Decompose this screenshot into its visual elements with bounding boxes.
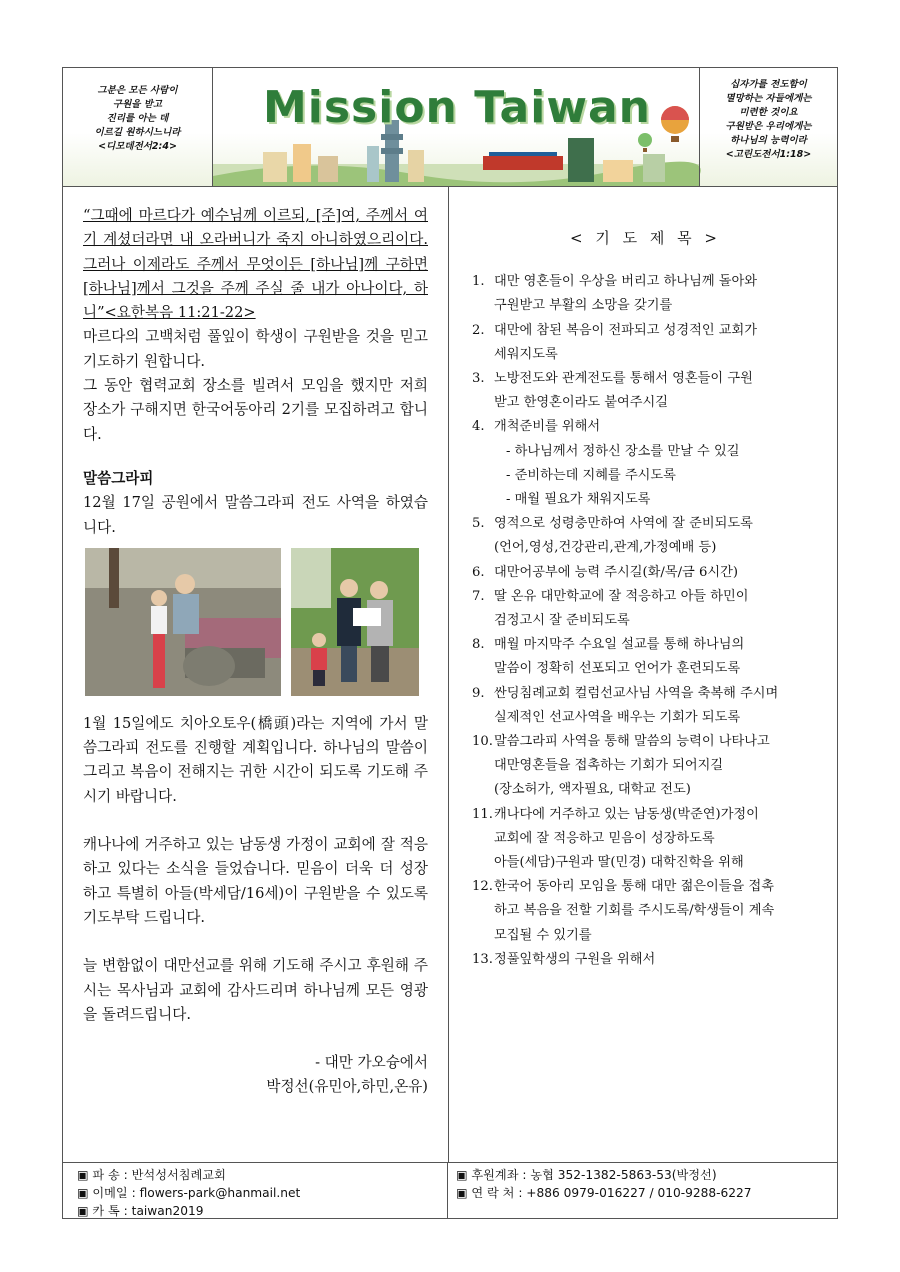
footer-left: [63, 1163, 448, 1219]
prayer-item: [468, 270, 823, 318]
prayer-item: [468, 415, 823, 512]
prayer-item-line: 받고 한영혼이라도 붙여주시길: [494, 395, 668, 411]
paragraph: 그 동안 협력교회 장소를 빌려서 모임을 했지만 저희 장소가 구해지면 한국어동아리 2기를 모집하려고 합니다.: [83, 377, 428, 443]
left-column: [83, 204, 428, 1100]
verse-left-line: <디모데전서2:4>: [98, 141, 177, 152]
prayer-item-line: 대만 영혼들이 우상을 버리고 하나님께 돌아와: [494, 274, 758, 290]
newsletter-frame: [62, 67, 838, 1219]
prayer-list: [468, 270, 823, 972]
paragraph: 캐나나에 거주하고 있는 남동생 가정이 교회에 잘 적응하고 있다는 소식을 들었습니다. 믿음이 더욱 더 성장하고 특별히 아들(박세담/16세)이 구원받을 수 있도록 기도부탁 드립니다.: [83, 836, 428, 926]
prayer-item-line: 매월 마지막주 수요일 설교를 통해 하나님의: [494, 637, 745, 653]
prayer-item-number: 4.: [472, 419, 485, 435]
prayer-item-number: 2.: [472, 322, 485, 338]
scripture-quote: “그때에 마르다가 예수님께 이르되, [주]여, 주께서 여기 계셨더라면 내 오라버니가 죽지 아니하였으리이다. 그러나 이제라도 주께서 무엇이든 [하나님]께 구하면 [하나님]께서 그것을 주께 주실 줄 내가 아나이다, 하니”<요한복음 11:21-22>: [83, 207, 428, 322]
prayer-item-number: 10.: [472, 734, 493, 750]
prayer-item-line: 대만에 참된 복음이 전파되고 성경적인 교회가: [494, 322, 758, 338]
prayer-item: [468, 803, 823, 876]
footer-sending-church: ▣ 파 송 : 반석성서침례교회: [77, 1168, 226, 1182]
prayer-item-line: 노방전도와 관계전도를 통해서 영혼들이 구원: [494, 371, 753, 387]
prayer-item-line: 구원받고 부활의 소망을 갖기를: [494, 298, 673, 314]
prayer-item-number: 9.: [472, 685, 485, 701]
paragraph: 늘 변함없이 대만선교를 위해 기도해 주시고 후원해 주시는 목사님과 교회에 감사드리며 하나님께 모든 영광을 돌려드립니다.: [83, 957, 428, 1023]
footer: [63, 1162, 837, 1219]
verse-right-line: 십자가를 전도함이: [730, 79, 807, 90]
prayer-item-line: (언어,영성,건강관리,관계,가정예배 등): [494, 540, 717, 556]
prayer-item-line: 영적으로 성령충만하여 사역에 잘 준비되도록: [494, 516, 753, 532]
prayer-item: [468, 875, 823, 948]
prayer-item-line: 한국어 동아리 모임을 통해 대만 젊은이들을 접촉: [494, 879, 774, 895]
prayer-item-line: - 준비하는데 지혜를 주시도록: [506, 467, 676, 483]
prayer-item-number: 11.: [472, 806, 493, 822]
prayer-item-number: 6.: [472, 564, 485, 580]
prayer-item-line: 실제적인 선교사역을 배우는 기회가 되도록: [494, 709, 741, 725]
prayer-item-number: 3.: [472, 371, 485, 387]
prayer-item: [468, 319, 823, 367]
prayer-item: [468, 367, 823, 415]
verse-left-line: 그분은 모든 사람이: [97, 85, 178, 96]
prayer-item-line: 딸 온유 대만학교에 잘 적응하고 아들 하민이: [494, 588, 749, 604]
photo-row: [83, 548, 428, 696]
paragraph: 12월 17일 공원에서 말씀그라피 전도 사역을 하였습니다.: [83, 494, 428, 536]
section-title: 말씀그라피: [83, 469, 154, 487]
footer-bank-account: ▣ 후원계좌 : 농협 352-1382-5863-53(박정선): [456, 1168, 717, 1182]
prayer-item-number: 12.: [472, 879, 493, 895]
prayer-item-line: 교회에 잘 적응하고 믿음이 성장하도록: [494, 830, 715, 846]
prayer-item: [468, 730, 823, 803]
footer-right: [448, 1163, 837, 1202]
footer-email: ▣ 이메일 : flowers-park@hanmail.net: [77, 1186, 301, 1200]
footer-contact: ▣ 연 락 처 : +886 0979-016227 / 010-9288-6227: [456, 1186, 752, 1200]
verse-right-line: <고린도전서1:18>: [725, 149, 812, 160]
family-photo-with-sign: [291, 548, 419, 696]
signature-name: 박정선(유민아,하민,온유): [266, 1078, 428, 1096]
verse-right-line: 멸망하는 자들에게는: [725, 93, 812, 104]
prayer-item-line: (장소허가, 액자필요, 대학교 전도): [494, 782, 691, 798]
prayer-item: [468, 682, 823, 730]
prayer-item-line: 모집될 수 있기를: [494, 927, 592, 943]
verse-left-line: 진리를 아는 데: [106, 113, 169, 124]
prayer-item-line: - 하나님께서 정하신 장소를 만날 수 있길: [506, 443, 740, 459]
prayer-item-line: 대만어공부에 능력 주시길(화/목/금 6시간): [494, 564, 738, 580]
prayer-item-number: 7.: [472, 588, 485, 604]
signature-location: - 대만 가오슝에서: [315, 1054, 428, 1072]
prayer-item: [468, 512, 823, 560]
prayer-item-number: 5.: [472, 516, 485, 532]
prayer-item-line: 개척준비를 위해서: [494, 419, 601, 435]
prayer-item-line: 아들(세담)구원과 딸(민경) 대학진학을 위해: [494, 855, 744, 871]
prayer-item: [468, 948, 823, 972]
prayer-list-title: < 기 도 제 목 >: [570, 229, 721, 247]
newsletter-title: Mission Taiwan: [263, 82, 651, 133]
verse-right-line: 하나님의 능력이라: [730, 135, 807, 146]
prayer-item-number: 1.: [472, 274, 485, 290]
prayer-item-line: 세워지도록: [494, 346, 558, 362]
prayer-item-line: 캐나다에 거주하고 있는 남동생(박준연)가정이: [494, 806, 759, 822]
park-evangelism-photo: [85, 548, 281, 696]
prayer-item-line: 하고 복음을 전할 기회를 주시도록/학생들이 계속: [494, 903, 775, 919]
verse-left-line: 이르길 원하시느니라: [94, 127, 181, 138]
prayer-item-line: 정풀잎학생의 구원을 위해서: [494, 951, 656, 967]
footer-kakaotalk: ▣ 카 톡 : taiwan2019: [77, 1204, 204, 1218]
verse-right-line: 구원받은 우리에게는: [725, 121, 812, 132]
hot-air-balloon-icon: [635, 104, 695, 164]
prayer-item-line: - 매월 필요가 채워지도록: [506, 492, 651, 508]
prayer-item-line: 검정고시 잘 준비되도록: [494, 613, 630, 629]
paragraph: 마르다의 고백처럼 풀잎이 학생이 구원받을 것을 믿고 기도하기 원합니다.: [83, 328, 428, 370]
prayer-item: [468, 561, 823, 585]
paragraph: 1월 15일에도 치아오토우(橋頭)라는 지역에 가서 말씀그라피 전도를 진행할 계획입니다. 하나님의 말씀이 그리고 복음이 전해지는 귀한 시간이 되도록 기도해 주시기 바랍니다.: [83, 714, 428, 805]
prayer-item-number: 13.: [472, 951, 493, 967]
prayer-item: [468, 633, 823, 681]
prayer-item: [468, 585, 823, 633]
prayer-item-number: 8.: [472, 637, 485, 653]
verse-left-line: 구원을 받고: [112, 99, 163, 110]
right-column: [468, 226, 823, 972]
prayer-item-line: 싼딩침례교회 컬럼선교사님 사역을 축복해 주시며: [494, 685, 779, 701]
header-banner: [63, 68, 837, 187]
prayer-item-line: 대만영혼들을 접촉하는 기회가 되어지길: [494, 758, 724, 774]
prayer-item-line: 말씀그라피 사역을 통해 말씀의 능력이 나타나고: [494, 734, 770, 750]
prayer-item-line: 말씀이 정확히 선포되고 언어가 훈련되도록: [494, 661, 741, 677]
verse-right: [699, 68, 837, 186]
column-divider: [448, 186, 449, 1162]
verse-right-line: 미련한 것이요: [739, 107, 798, 118]
